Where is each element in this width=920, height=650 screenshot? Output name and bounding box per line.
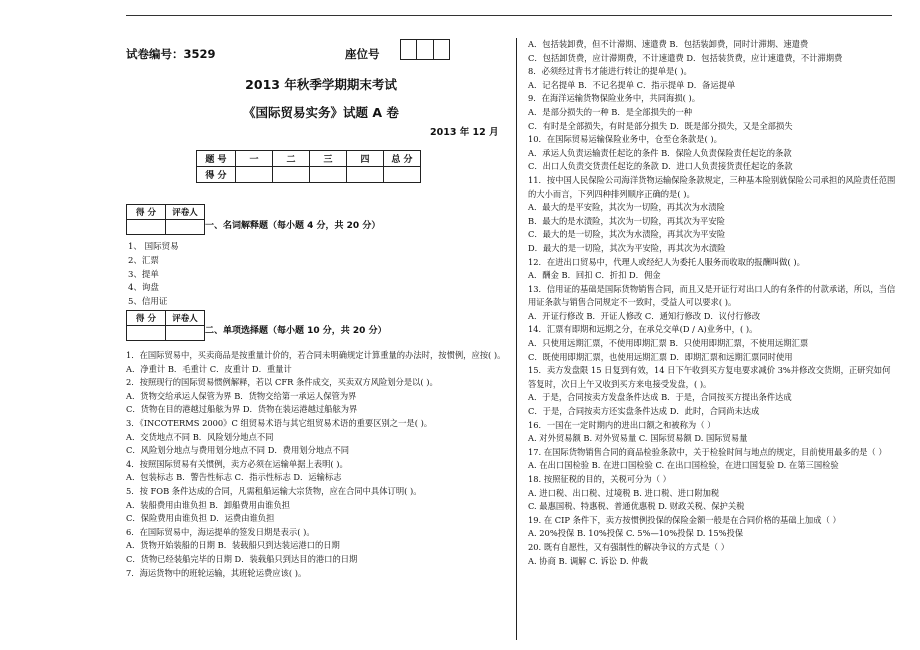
column-divider <box>516 38 517 640</box>
question-line: A．开证行修改 B．开证人修改 C．通知行修改 D．议付行修改 <box>528 310 761 321</box>
question-line: A．酬金 B．回扣 C．折扣 D．佣金 <box>528 270 661 281</box>
question-line: 13．信用证的基础是国际货物销售合同，而且又是开证行对出口人的有条件的付款承诺，所以，当信用证条款与销售合同规定不一致时，受益人可以要求( )。 <box>528 283 896 308</box>
question-line: A．记名提单 B．不记名提单 C．指示提单 D．备运提单 <box>528 79 736 90</box>
question-line: 3．《INCOTERMS 2000》C 组贸易术语与其它组贸易术语的重要区别之一是( )。 <box>126 417 433 428</box>
question-line: A．最大的是平安险，其次为一切险，再其次为水渍险 <box>528 202 725 213</box>
question-line: 11．按中国人民保险公司海洋货物运输保险条款规定，三种基本险别就保险公司承担的风险责任范围的大小而言，下列四种排列顺序正确的是( )。 <box>528 174 896 199</box>
score-cell <box>347 167 384 183</box>
score-cell <box>384 167 421 183</box>
question-line: A．包括装卸费，但不计滞期、速遣费 B．包括装卸费，同时计滞期、速遣费 <box>528 39 809 49</box>
seat-number-boxes <box>400 39 450 60</box>
question-line: C．货物已经装船完毕的日期 D．装载船只到达目的港口的日期 <box>126 553 358 564</box>
question-line: 18. 按照征税的目的，关税可分为（ ） <box>528 474 671 484</box>
score-table <box>196 150 421 183</box>
question-line: 14．汇票有即期和远期之分，在承兑交单(D / A)业务中，( )。 <box>528 324 758 335</box>
question-line: 20. 既有自愿性，又有强制性的解决争议的方式是（ ） <box>528 541 730 552</box>
question-line: C．风险划分地点与费用划分地点不同 D．费用划分地点不同 <box>126 445 350 456</box>
score-table-row-score: 得 分 <box>197 167 236 183</box>
grader-score-label: 得 分 <box>127 205 166 220</box>
question-line: A．承运人负责运输责任起讫的条件 B．保险人负责保险责任起讫的条款 <box>528 147 792 158</box>
question-line: C．最大的是一切险，其次为水渍险，再其次为平安险 <box>528 229 726 240</box>
left-column-questions <box>126 349 511 580</box>
score-cell <box>236 167 273 183</box>
question-line: A．只使用远期汇票，不使用即期汇票 B．只使用即期汇票，不使用远期汇票 <box>528 338 809 349</box>
question-line: 1．在国际贸易中，买卖商品是按重量计价的，若合同未明确规定计算重量的办法时，按惯例，应按( )。 <box>126 350 506 360</box>
question-line: A．净重计 B．毛重计 C．皮重计 D．重量计 <box>126 363 292 374</box>
question-line: A．是部分损失的一种 B．是全部损失的一种 <box>528 106 693 117</box>
question-line: B．最大的是水渍险，其次为一切险，再其次为平安险 <box>528 215 725 226</box>
question-line: A. 20%投保 B. 10%投保 C. 5%—10%投保 D. 15%投保 <box>528 528 744 539</box>
question-line: 6．在国际贸易中，海运提单的签发日期是表示( )。 <box>126 526 315 537</box>
seat-label: 座位号 <box>345 47 380 61</box>
score-col-4: 四 <box>347 151 384 167</box>
question-line: 12．在进出口贸易中，代理人或经纪人为委托人服务而收取的报酬叫做( )。 <box>528 256 805 267</box>
question-line: A．装船费用由谁负担 B．卸船费用由谁负担 <box>126 499 291 510</box>
top-rule <box>126 15 892 16</box>
question-line: A．货物交给承运人保管为界 B．货物交给第一承运人保管为界 <box>126 390 357 401</box>
question-line: C．既使用即期汇票，也使用远期汇票 D．即期汇票和远期汇票同时使用 <box>528 351 793 362</box>
question-line: 7．海运货物中的班轮运输，其班轮运费应该( )。 <box>126 567 307 578</box>
term-item: 3、提单 <box>128 269 159 280</box>
grader-table-2 <box>126 310 205 341</box>
question-line: 10．在国际贸易运输保险业务中，仓至仓条款是( )。 <box>528 134 722 145</box>
exam-title: 2013 年秋季学期期末考试 <box>245 77 397 92</box>
question-line: A. 协商 B. 调解 C. 诉讼 D. 仲裁 <box>528 555 648 566</box>
score-col-total: 总 分 <box>384 151 421 167</box>
question-line: D．最大的是一切险，其次为平安险，再其次为水渍险 <box>528 242 726 253</box>
question-line: 16．一国在一定时期内的进出口额之和被称为（ ） <box>528 419 716 430</box>
question-line: C．包括卸货费，应计滞期费，不计速遣费 D．包括装货费，应计速遣费，不计滞期费 <box>528 52 843 63</box>
question-line: 17. 在国际货物销售合同的商品检验条款中，关于检验时间与地点的规定，目前使用最多的是（ ） <box>528 446 887 457</box>
question-line: 19. 在 CIP 条件下，卖方按惯例投保的保险金额一般是在合同价格的基础上加成（ ） <box>528 514 841 525</box>
paper-number: 试卷编号：3529 <box>126 47 216 61</box>
term-item: 5、信用证 <box>128 297 168 308</box>
score-cell <box>310 167 347 183</box>
question-line: 8．必须经过背书才能进行转让的提单是( )。 <box>528 66 692 77</box>
question-line: A. 进口税、出口税、过境税 B. 进口税、进口附加税 <box>528 487 720 498</box>
grader-table-1 <box>126 204 205 235</box>
grader-label: 评卷人 <box>166 205 205 220</box>
question-line: A. 对外贸易额 B. 对外贸易量 C. 国际贸易额 D. 国际贸易量 <box>528 433 748 444</box>
question-line: A．交货地点不同 B．风险划分地点不同 <box>126 431 274 442</box>
question-line: C．货物在目的港越过船舷为界 D．货物在装运港越过船舷为界 <box>126 404 358 415</box>
question-line: 4．按照国际贸易有关惯例，卖方必须在运输单据上表明( )。 <box>126 458 348 469</box>
score-col-2: 二 <box>273 151 310 167</box>
question-line: C．保险费用由谁负担 D．运费由谁负担 <box>126 513 275 524</box>
term-item: 2、汇票 <box>128 255 159 266</box>
section1-title: 一、名词解释题（每小题 4 分，共 20 分） <box>205 221 381 231</box>
question-line: C．于是，合同按卖方还实盘条件达成 D．此时，合同尚未达成 <box>528 406 760 417</box>
score-cell <box>273 167 310 183</box>
question-line: C. 最惠国税、特惠税、普通优惠税 D. 财政关税、保护关税 <box>528 501 745 512</box>
score-table-row-header: 题 号 <box>197 151 236 167</box>
question-line: 2．按照现行的国际贸易惯例解释，若以 CFR 条件成交，买卖双方风险划分是以( )。 <box>126 377 438 388</box>
question-line: 15．卖方发盘限 15 日复到有效，14 日下午收到买方复电要求减价 3%并修改交货期，正研究如何答复时，次日上午又收到买方来电接受发盘，( )。 <box>528 365 891 389</box>
score-col-3: 三 <box>310 151 347 167</box>
question-line: 5．按 FOB 条件达成的合同，凡需租船运输大宗货物，应在合同中具体订明( )。 <box>126 485 422 496</box>
question-line: C．出口人负责交货责任起讫的条款 D．进口人负责接货责任起讫的条款 <box>528 161 793 172</box>
question-line: A. 在出口国检验 B. 在进口国检验 C. 在出口国检验，在进口国复验 D. 在第三国检验 <box>528 460 839 471</box>
right-column-questions <box>528 38 898 568</box>
section2-title: 二、单项选择题（每小题 10 分，共 20 分） <box>205 326 387 336</box>
grader-label: 评卷人 <box>166 311 205 326</box>
grader-score-label: 得 分 <box>127 311 166 326</box>
term-item: 4、询盘 <box>128 283 159 294</box>
exam-subtitle: 《国际贸易实务》试题 A 卷 <box>243 105 399 120</box>
question-line: 9．在海洋运输货物保险业务中，共同海损( )。 <box>528 93 701 104</box>
question-line: C．有时是全部损失，有时是部分损失 D．既是部分损失，又是全部损失 <box>528 120 793 131</box>
exam-date: 2013 年 12 月 <box>430 127 499 138</box>
question-line: A．货物开始装船的日期 B．装载船只到达装运港口的日期 <box>126 540 340 551</box>
section1-terms <box>128 241 179 310</box>
question-line: A．于是，合同按卖方发盘条件达成 B．于是，合同按买方提出条件达成 <box>528 392 792 403</box>
score-col-1: 一 <box>236 151 273 167</box>
question-line: A．包装标志 B．警告性标志 C．指示性标志 D．运输标志 <box>126 472 342 483</box>
term-item: 1、 国际贸易 <box>128 242 179 252</box>
